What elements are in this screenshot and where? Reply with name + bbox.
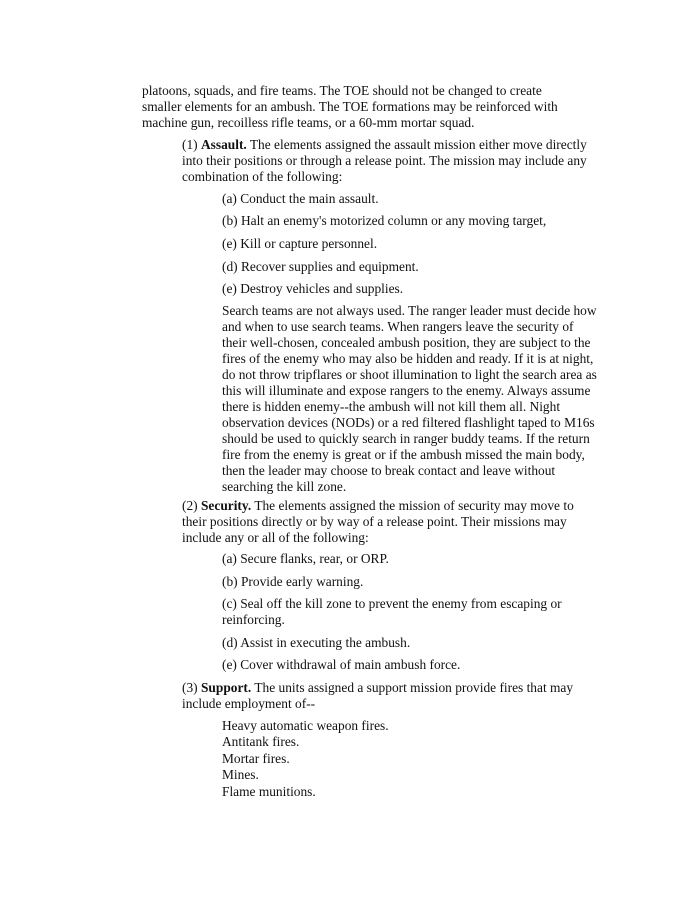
search-teams-note: Search teams are not always used. The ranger leader must decide how and when to use search teams. When rangers leave the security of their well-chosen, concealed ambush position, they are subject to the fires of the enemy who may also be hidden and ready. If it is at night, do not throw tripflares or shoot illumination to light the search area as this will illuminate and expose rangers to the enemy. Always assume there is hidden enemy--the ambush will not kill them all. Night observation devices (NODs) or a red filtered flashlight taped to M16s should be used to quickly search in ranger buddy teams. If the return fire from the enemy is great or if the ambush missed the main body, then the leader may choose to break contact and leave without searching the kill zone. bbox=[222, 303, 597, 494]
support-text: The units assigned a support mission provide fires that may include employment of-- bbox=[182, 680, 574, 711]
assault-text: The elements assigned the assault mission either move directly into their positions or through a release point. The mission may include any combination of the following: bbox=[182, 137, 587, 184]
assault-item: (e) Kill or capture personnel. bbox=[222, 236, 378, 251]
support-paragraph bbox=[182, 680, 592, 712]
security-item: (d) Assist in executing the ambush. bbox=[222, 635, 411, 650]
assault-item: (a) Conduct the main assault. bbox=[222, 191, 379, 206]
assault-heading: Assault. bbox=[200, 137, 247, 152]
support-heading: Support. bbox=[200, 680, 252, 695]
assault-item: (d) Recover supplies and equipment. bbox=[222, 259, 419, 274]
security-heading: Security. bbox=[200, 498, 252, 513]
assault-item: (b) Halt an enemy's motorized column or any moving target, bbox=[222, 213, 547, 228]
support-item: Heavy automatic weapon fires. bbox=[222, 718, 389, 733]
security-item: (a) Secure flanks, rear, or ORP. bbox=[222, 551, 389, 566]
support-item: Mortar fires. bbox=[222, 750, 290, 766]
support-item: Antitank fires. bbox=[222, 734, 300, 750]
security-paragraph bbox=[182, 498, 592, 546]
assault-item: (e) Destroy vehicles and supplies. bbox=[222, 281, 404, 296]
security-number: (2) bbox=[182, 498, 198, 513]
support-item: Flame munitions. bbox=[222, 783, 316, 799]
security-item: (c) Seal off the kill zone to prevent the enemy from escaping or reinforcing. bbox=[222, 596, 562, 627]
assault-paragraph bbox=[182, 137, 592, 185]
support-list bbox=[222, 718, 389, 800]
security-text: The elements assigned the mission of security may move to their positions directly or by way of a release point. Their missions may include any or all of the following: bbox=[182, 498, 574, 545]
security-item: (e) Cover withdrawal of main ambush force. bbox=[222, 657, 461, 672]
support-item: Mines. bbox=[222, 767, 259, 783]
intro-paragraph: platoons, squads, and fire teams. The TOE should not be changed to create smaller elements for an ambush. The TOE formations may be reinforced with machine gun, recoilless rifle teams, or a 60-mm mortar squad. bbox=[142, 83, 558, 130]
support-number: (3) bbox=[182, 680, 198, 695]
assault-number: (1) bbox=[182, 137, 198, 152]
security-item: (b) Provide early warning. bbox=[222, 574, 364, 589]
